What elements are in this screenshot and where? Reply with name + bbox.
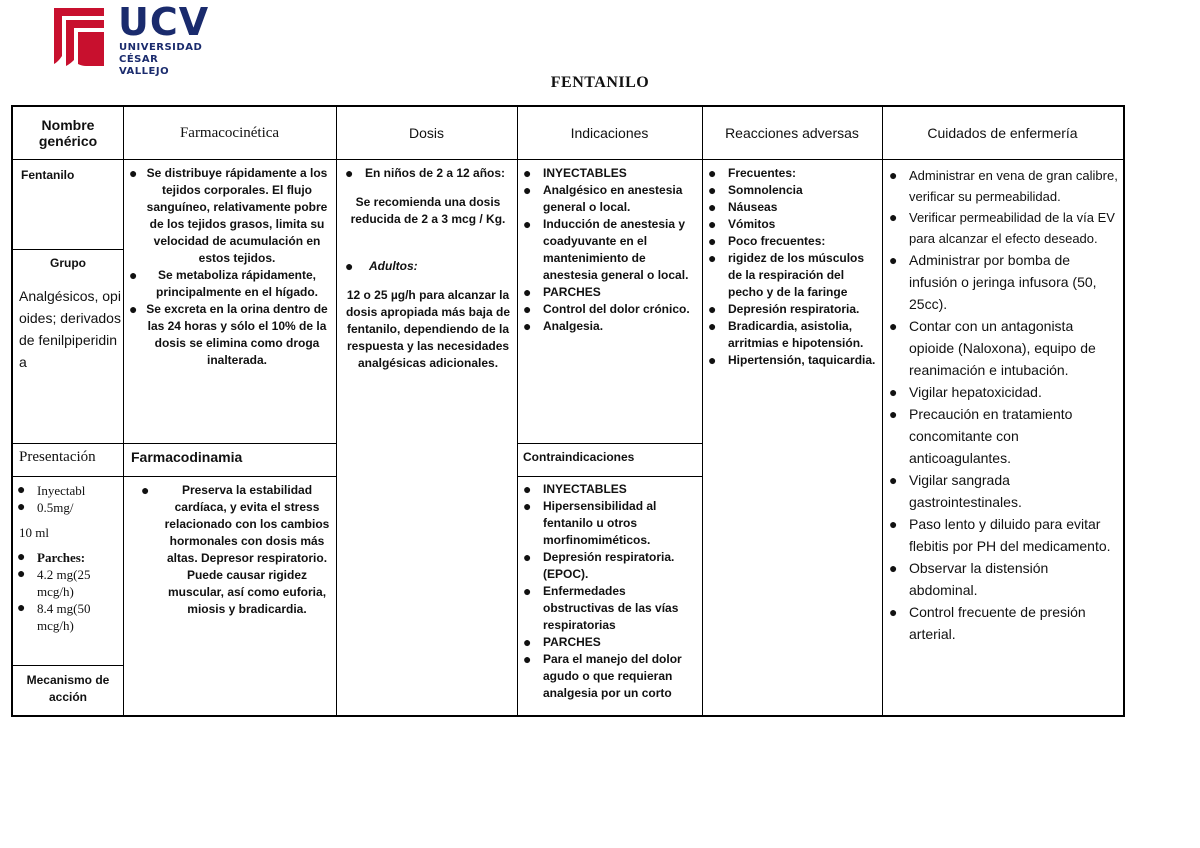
list-item: ● Analgésico en anestesia general o local. (521, 182, 699, 216)
row-divider (517, 476, 702, 477)
list-item: ● Contar con un antagonista opioide (Naloxona), equipo de reanimación e intubación. (887, 315, 1119, 381)
list-item: ● PARCHES (521, 634, 699, 651)
header-nombre: Nombre genérico (38, 117, 98, 149)
list-item: ● Vómitos (706, 216, 878, 233)
row-divider (123, 443, 336, 444)
list-item: ● Hipertensión, taquicardia. (706, 352, 878, 369)
list-item: ● 8.4 mg(50 mcg/h) (15, 600, 121, 634)
list-item: ● Inyectabl (15, 482, 121, 499)
dosis-ninos-label: ● En niños de 2 a 12 años: (343, 165, 513, 182)
col-divider (123, 107, 124, 715)
list-item: ● Somnolencia (706, 182, 878, 199)
brand-line1: UNIVERSIDAD (119, 42, 203, 53)
grupo-label: Grupo (50, 256, 86, 270)
dosis-ninos-text: Se recomienda una dosis reducida de 2 a 3 mcg / Kg. (350, 195, 506, 226)
list-item: ● Parches: (15, 549, 121, 566)
row-divider (13, 665, 123, 666)
col-divider (702, 107, 703, 715)
dosis-content (343, 165, 513, 372)
row-divider (517, 443, 702, 444)
list-item: ● Inducción de anestesia y coadyuvante en el mantenimiento de anestesia general o local. (521, 216, 699, 284)
cuidados-list (887, 165, 1119, 645)
list-item: ● Vigilar hepatoxicidad. (887, 381, 1119, 403)
reacciones-list (706, 165, 878, 369)
list-item: ● 0.5mg/ (15, 499, 121, 516)
ucv-shield-icon (52, 4, 108, 66)
brand-line2: CÉSAR VALLEJO (119, 54, 170, 77)
header-divider (13, 159, 1123, 160)
brand-name: UCV (118, 0, 210, 44)
list-item: ● Poco frecuentes: (706, 233, 878, 250)
list-item: ● Enfermedades obstructivas de las vías respiratorias (521, 583, 699, 634)
row-divider (13, 249, 123, 250)
list-item: ● INYECTABLES (521, 481, 699, 498)
list-item: ● Náuseas (706, 199, 878, 216)
contraindicaciones-label: Contraindicaciones (523, 450, 635, 464)
list-item: ● Se distribuye rápidamente a los tejidos corporales. El flujo sanguíneo, relativamente pobre de los tejidos grasos, limita su velocidad de acumulación en estos tejidos. (127, 165, 333, 267)
farmacodinamia-list (139, 482, 333, 618)
list-item: ● Vigilar sangrada gastrointestinales. (887, 469, 1119, 513)
list-item: ● Para el manejo del dolor agudo o que requieran analgesia por un corto (521, 651, 699, 702)
col-divider (336, 107, 337, 715)
contraindicaciones-list (521, 481, 699, 702)
list-item: ● INYECTABLES (521, 165, 699, 182)
presentacion-label: Presentación (19, 449, 96, 465)
dosis-adultos-text: 12 o 25 µg/h para alcanzar la dosis apropiada más baja de fentanilo, dependiendo de la respuesta y las necesidades analgésicas adicionales. (345, 288, 511, 370)
header-farmacocinetica: Farmacocinética (179, 124, 280, 141)
header-indicaciones: Indicaciones (570, 125, 649, 141)
dosis-adultos-label: ● Adultos: (343, 258, 513, 275)
list-item: ● Observar la distensión abdominal. (887, 557, 1119, 601)
farmacocinetica-list (127, 165, 333, 369)
generic-name: Fentanilo (21, 168, 75, 182)
list-item: ● Verificar permeabilidad de la vía EV para alcanzar el efecto deseado. (887, 207, 1119, 249)
list-item: ● Control frecuente de presión arterial. (887, 601, 1119, 645)
drug-table (11, 105, 1125, 717)
list-item: ● Preserva la estabilidad cardíaca, y evita el stress relacionado con los cambios hormonales con dosis más altas. Depresor respiratorio. Puede causar rigidez muscular, así como euforia, miosis y bradicardia. (139, 482, 333, 618)
row-divider (13, 443, 123, 444)
list-item: ● Depresión respiratoria. (EPOC). (521, 549, 699, 583)
list-item: ● Administrar en vena de gran calibre, verificar su permeabilidad. (887, 165, 1119, 207)
header-reacciones: Reacciones adversas (725, 125, 859, 141)
list-item: ● Precaución en tratamiento concomitante con anticoagulantes. (887, 403, 1119, 469)
list-item: ● 4.2 mg(25 mcg/h) (15, 566, 121, 600)
list-item: ● Se excreta en la orina dentro de las 24 horas y sólo el 10% de la dosis se elimina como droga inalterada. (127, 301, 333, 369)
ucv-logo (52, 0, 212, 77)
list-item: ● Paso lento y diluido para evitar flebitis por PH del medicamento. (887, 513, 1119, 557)
list-item: ● rigidez de los músculos de la respiración del pecho y de la faringe (706, 250, 878, 301)
header-cuidados: Cuidados de enfermería (927, 125, 1078, 141)
header-dosis: Dosis (408, 125, 444, 141)
list-item: ● PARCHES (521, 284, 699, 301)
list-item: ● Control del dolor crónico. (521, 301, 699, 318)
list-item: ● Se metaboliza rápidamente, principalmente en el hígado. (127, 267, 333, 301)
list-item: ● Administrar por bomba de infusión o jeringa infusora (50, 25cc). (887, 249, 1119, 315)
list-item: ● Depresión respiratoria. (706, 301, 878, 318)
mecanismo-label: Mecanismo de acción (26, 673, 110, 704)
list-item: ● Hipersensibilidad al fentanilo u otros morfinomiméticos. (521, 498, 699, 549)
list-item: ● Frecuentes: (706, 165, 878, 182)
col-divider (882, 107, 883, 715)
document-title: FENTANILO (550, 74, 650, 91)
farmacodinamia-label: Farmacodinamia (131, 449, 243, 465)
grupo-value: Analgésicos, opioides; derivados de fenilpiperidina (19, 288, 121, 370)
list-item: ● Bradicardia, asistolia, arritmias e hipotensión. (706, 318, 878, 352)
row-divider (13, 476, 336, 477)
indicaciones-list (521, 165, 699, 335)
col-divider (517, 107, 518, 715)
presentacion-unit: 10 ml (19, 525, 49, 540)
presentacion-list (15, 482, 121, 634)
brand-subtitle (119, 42, 212, 78)
list-item: ● Analgesia. (521, 318, 699, 335)
